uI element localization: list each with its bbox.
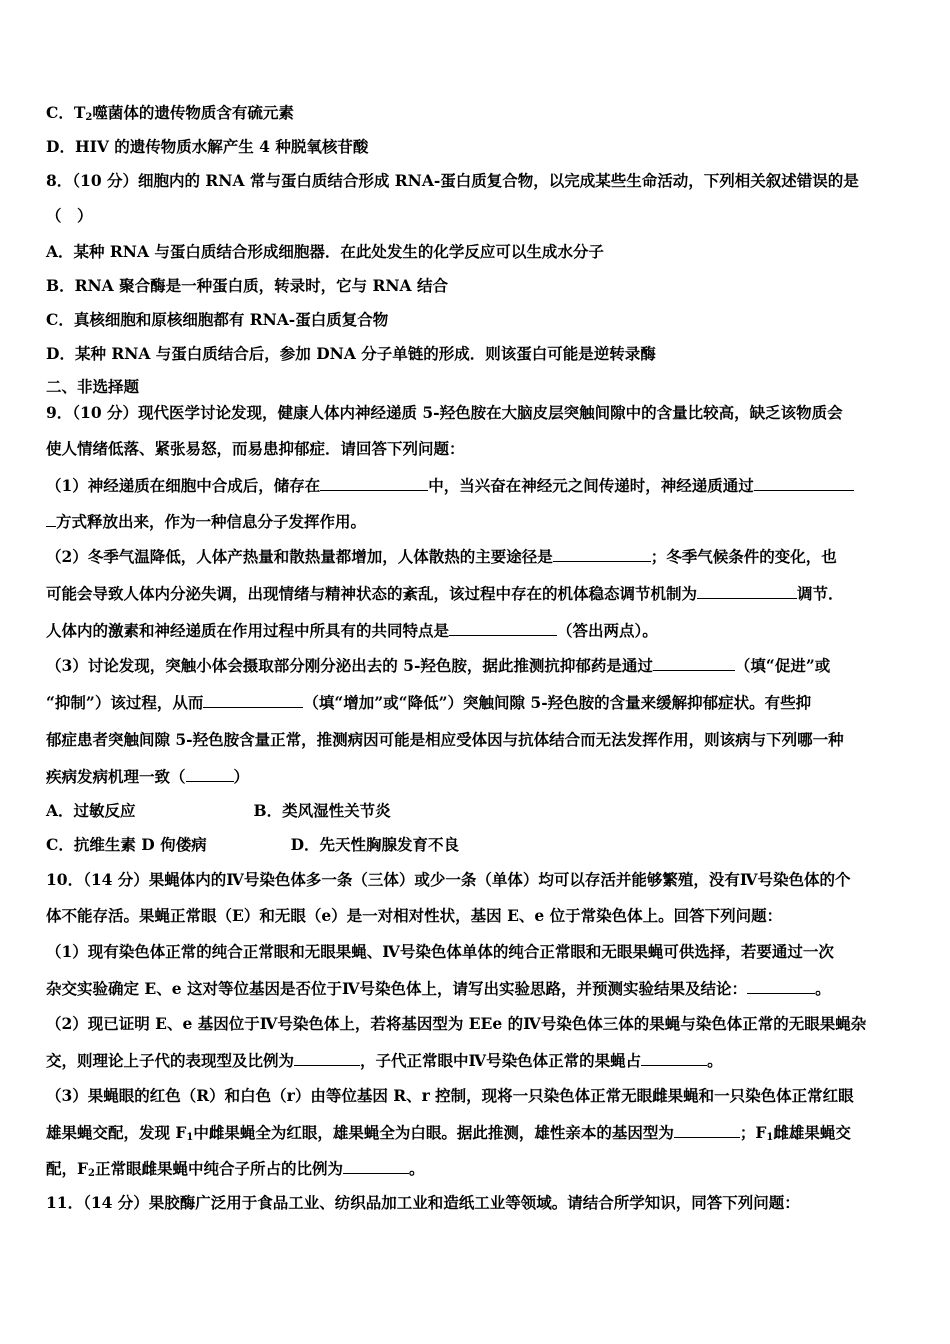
question-10-stem: 10．（14 分）果蝇体内的Ⅳ号染色体多一条（三体）或少一条（单体）均可以存活并能够繁殖，没有Ⅳ号染色体的个 bbox=[46, 870, 851, 889]
subscript: 2 bbox=[88, 1168, 95, 1179]
q9-part2 bbox=[46, 545, 906, 568]
q9-option-b: B．类风湿性关节炎 bbox=[253, 801, 391, 820]
q8-option-a: A．某种 RNA 与蛋白质结合形成细胞器．在此处发生的化学反应可以生成水分子 bbox=[46, 242, 604, 261]
q9-part2-cont2 bbox=[46, 619, 906, 642]
text: （填“促进”或 bbox=[734, 656, 831, 675]
q8-option-b: B．RNA 聚合酶是一种蛋白质，转录时，它与 RNA 结合 bbox=[46, 276, 448, 295]
q10-part2: （2）现已证明 E、e 基因位于Ⅳ号染色体上，若将基因型为 EEe 的Ⅳ号染色体三体的果蝇与染色体正常的无眼果蝇杂 bbox=[46, 1014, 867, 1033]
text: 。 bbox=[707, 1051, 723, 1070]
question-9-stem-cont: 使人情绪低落、紧张易怒，而易患抑郁症．请回答下列问题： bbox=[46, 439, 465, 458]
q9-part3-cont2: 郁症患者突触间隙 5-羟色胺含量正常，推测病因可能是相应受体因与抗体结合而无法发挥作用，则该病与下列哪一种 bbox=[46, 730, 844, 749]
answer-blank bbox=[203, 691, 303, 708]
q9-options-ab bbox=[46, 800, 906, 822]
q9-part3-cont bbox=[46, 691, 906, 714]
q10-part3-cont2 bbox=[46, 1157, 906, 1185]
text: 正常眼雌果蝇中纯合子所占的比例为 bbox=[94, 1159, 343, 1178]
answer-blank bbox=[754, 474, 854, 491]
answer-blank bbox=[343, 1157, 409, 1174]
answer-blank bbox=[697, 582, 797, 599]
q10-part2-cont bbox=[46, 1049, 906, 1072]
text: ，子代正常眼中Ⅳ号染色体正常的果蝇占 bbox=[360, 1051, 642, 1070]
question-8-stem: 8．（10 分）细胞内的 RNA 常与蛋白质结合形成 RNA-蛋白质复合物，以完成某些生命活动，下列相关叙述错误的是 bbox=[46, 171, 859, 190]
text: 交，则理论上子代的表现型及比例为 bbox=[46, 1051, 295, 1070]
text: 疾病发病机理一致（ bbox=[46, 767, 186, 786]
question-8-bracket: （ ） bbox=[46, 206, 93, 225]
q9-part2-cont bbox=[46, 582, 906, 605]
text: “抑制”）该过程，从而 bbox=[46, 693, 204, 712]
text: （填“增加”或“降低”）突触间隙 5-羟色胺的含量来缓解抑郁症状。有些抑 bbox=[303, 693, 812, 712]
text: 调节． bbox=[797, 584, 844, 603]
q8-option-c: C．真核细胞和原核细胞都有 RNA-蛋白质复合物 bbox=[46, 310, 389, 329]
subscript: 1 bbox=[766, 1132, 774, 1143]
q9-option-a: A．过敏反应 bbox=[46, 801, 136, 820]
text: 可能会导致人体内分泌失调，出现情绪与精神状态的紊乱，该过程中存在的机体稳态调节机制为 bbox=[46, 584, 698, 603]
question-11-stem: 11．（14 分）果胶酶广泛用于食品工业、纺织品加工业和造纸工业等领域。请结合所学知识，同答下列问题： bbox=[46, 1193, 800, 1212]
subscript: 2 bbox=[85, 112, 93, 123]
answer-blank bbox=[747, 977, 815, 994]
q9-options-cd bbox=[46, 834, 906, 856]
q10-part1-cont bbox=[46, 977, 906, 1000]
text: 人体内的激素和神经递质在作用过程中所具有的共同特点是 bbox=[46, 621, 450, 640]
q9-option-d: D．先天性胸腺发育不良 bbox=[290, 835, 460, 854]
answer-blank bbox=[553, 545, 651, 562]
question-9-stem: 9．（10 分）现代医学讨论发现，健康人体内神经递质 5-羟色胺在大脑皮层突触间隙中的含量比较高，缺乏该物质会 bbox=[46, 403, 843, 422]
q9-part3-cont3 bbox=[46, 765, 906, 788]
answer-blank bbox=[674, 1121, 740, 1138]
option-c-t2-phage bbox=[46, 102, 906, 129]
q9-part1-cont bbox=[46, 510, 906, 533]
answer-blank bbox=[46, 510, 56, 527]
text: 中，当兴奋在神经元之间传递时，神经递质通过 bbox=[428, 476, 754, 495]
text: （3）讨论发现，突触小体会摄取部分刚分泌出去的 5-羟色胺，据此推测抗抑郁药是通过 bbox=[46, 656, 653, 675]
text: ） bbox=[233, 767, 250, 786]
q9-part3 bbox=[46, 654, 906, 677]
text: （答出两点）。 bbox=[557, 621, 658, 640]
text: （1）神经递质在细胞中合成后，储存在 bbox=[46, 476, 321, 495]
q10-part1: （1）现有染色体正常的纯合正常眼和无眼果蝇、Ⅳ号染色体单体的纯合正常眼和无眼果蝇可供选择，若要通过一次 bbox=[46, 942, 834, 961]
question-10-stem-cont: 体不能存活。果蝇正常眼（E）和无眼（e）是一对相对性状，基因 E、e 位于常染色体上。回答下列问题： bbox=[46, 906, 783, 925]
answer-blank bbox=[449, 619, 557, 636]
q8-option-d: D．某种 RNA 与蛋白质结合后，参加 DNA 分子单链的形成．则该蛋白可能是逆转录酶 bbox=[46, 344, 656, 363]
text: 噬菌体的遗传物质含有硫元素 bbox=[92, 103, 294, 122]
subscript: 1 bbox=[186, 1132, 194, 1143]
option-d-hiv: D．HIV 的遗传物质水解产生 4 种脱氧核苷酸 bbox=[46, 137, 369, 156]
text: （2）冬季气温降低，人体产热量和散热量都增加，人体散热的主要途径是 bbox=[46, 547, 553, 566]
q9-option-c: C．抗维生素 D 佝偻病 bbox=[46, 835, 207, 854]
answer-blank bbox=[653, 654, 735, 671]
q10-part3: （3）果蝇眼的红色（R）和白色（r）由等位基因 R、r 控制，现将一只染色体正常无眼雌果蝇和一只染色体正常红眼 bbox=[46, 1086, 854, 1105]
text: 。 bbox=[409, 1159, 425, 1178]
text: 雄果蝇交配，发现 F bbox=[46, 1123, 187, 1142]
text: ；F bbox=[739, 1123, 767, 1142]
q10-part3-cont bbox=[46, 1121, 906, 1149]
text: 方式释放出来，作为一种信息分子发挥作用。 bbox=[56, 512, 367, 531]
text: ；冬季气候条件的变化，也 bbox=[650, 547, 837, 566]
answer-blank bbox=[641, 1049, 707, 1066]
answer-blank bbox=[186, 765, 234, 782]
text: 配，F bbox=[46, 1159, 89, 1178]
text: 雌雄果蝇交 bbox=[773, 1123, 851, 1142]
answer-blank bbox=[320, 474, 428, 491]
q9-part1 bbox=[46, 474, 906, 497]
text: 杂交实验确定 E、e 这对等位基因是否位于Ⅳ号染色体上，请写出实验思路，并预测实验结果及结论： bbox=[46, 979, 748, 998]
text: 中雌果蝇全为红眼，雄果蝇全为白眼。据此推测，雄性亲本的基因型为 bbox=[193, 1123, 674, 1142]
section-heading: 二、非选择题 bbox=[46, 377, 140, 396]
answer-blank bbox=[294, 1049, 360, 1066]
text: C．T bbox=[46, 103, 86, 122]
text: 。 bbox=[815, 979, 831, 998]
